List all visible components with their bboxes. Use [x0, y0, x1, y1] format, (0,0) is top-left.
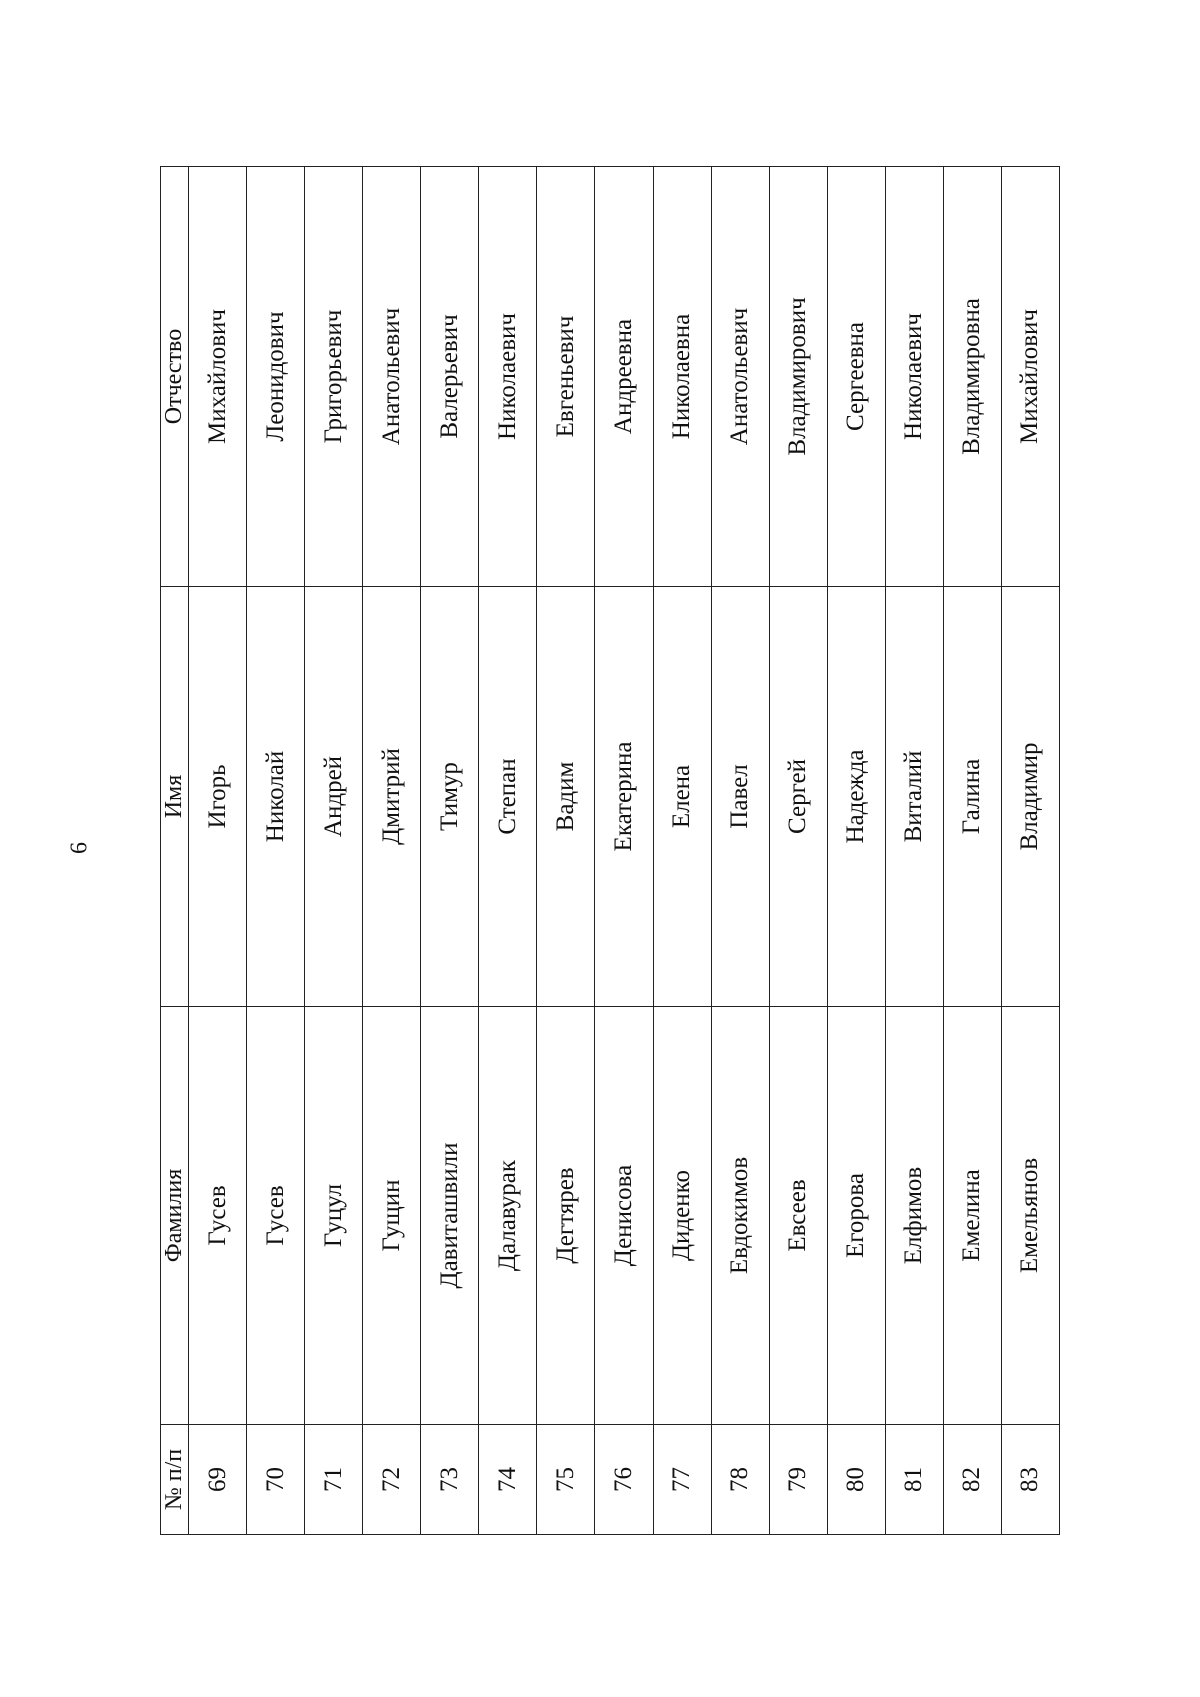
cell-number: 70	[247, 1425, 305, 1535]
table-row	[711, 167, 769, 1535]
cell-last-name: Елфимов	[885, 1007, 943, 1425]
cell-patronymic: Анатольевич	[363, 167, 421, 587]
table-row	[305, 167, 363, 1535]
cell-patronymic: Николаевна	[653, 167, 711, 587]
cell-patronymic: Евгеньевич	[537, 167, 595, 587]
cell-patronymic: Николаевич	[885, 167, 943, 587]
cell-number: 82	[943, 1425, 1001, 1535]
cell-patronymic: Михайлович	[1001, 167, 1059, 587]
page-number: 6	[66, 842, 93, 854]
cell-patronymic: Леонидович	[247, 167, 305, 587]
cell-patronymic: Андреевна	[595, 167, 653, 587]
table-row	[827, 167, 885, 1535]
cell-number: 83	[1001, 1425, 1059, 1535]
table-row	[189, 167, 247, 1535]
cell-patronymic: Владимировна	[943, 167, 1001, 587]
table-row	[595, 167, 653, 1535]
table-row	[885, 167, 943, 1535]
cell-number: 76	[595, 1425, 653, 1535]
cell-patronymic: Михайлович	[189, 167, 247, 587]
table-header	[161, 167, 189, 1535]
header-row	[161, 167, 189, 1535]
cell-first-name: Дмитрий	[363, 587, 421, 1007]
table-row	[537, 167, 595, 1535]
table-row	[943, 167, 1001, 1535]
table-row	[479, 167, 537, 1535]
cell-number: 75	[537, 1425, 595, 1535]
roster-table-container	[160, 167, 1060, 1535]
cell-last-name: Евсеев	[769, 1007, 827, 1425]
roster-table	[160, 166, 1060, 1535]
cell-last-name: Емелина	[943, 1007, 1001, 1425]
table-row	[247, 167, 305, 1535]
cell-first-name: Андрей	[305, 587, 363, 1007]
header-number: № п/п	[161, 1425, 189, 1535]
table-row	[1001, 167, 1059, 1535]
cell-first-name: Владимир	[1001, 587, 1059, 1007]
cell-number: 81	[885, 1425, 943, 1535]
cell-first-name: Екатерина	[595, 587, 653, 1007]
cell-patronymic: Григорьевич	[305, 167, 363, 587]
cell-patronymic: Владимирович	[769, 167, 827, 587]
cell-patronymic: Николаевич	[479, 167, 537, 587]
cell-first-name: Вадим	[537, 587, 595, 1007]
cell-first-name: Елена	[653, 587, 711, 1007]
cell-last-name: Гусев	[247, 1007, 305, 1425]
cell-number: 79	[769, 1425, 827, 1535]
table-row	[421, 167, 479, 1535]
cell-first-name: Павел	[711, 587, 769, 1007]
cell-first-name: Игорь	[189, 587, 247, 1007]
cell-last-name: Давиташвили	[421, 1007, 479, 1425]
cell-last-name: Далавурак	[479, 1007, 537, 1425]
cell-number: 80	[827, 1425, 885, 1535]
cell-number: 69	[189, 1425, 247, 1535]
table-row	[363, 167, 421, 1535]
cell-first-name: Николай	[247, 587, 305, 1007]
header-patronymic: Отчество	[161, 167, 189, 587]
cell-first-name: Галина	[943, 587, 1001, 1007]
table-body	[189, 167, 1060, 1535]
cell-first-name: Сергей	[769, 587, 827, 1007]
cell-first-name: Надежда	[827, 587, 885, 1007]
cell-last-name: Диденко	[653, 1007, 711, 1425]
cell-last-name: Гущин	[363, 1007, 421, 1425]
cell-last-name: Евдокимов	[711, 1007, 769, 1425]
cell-last-name: Егорова	[827, 1007, 885, 1425]
cell-number: 73	[421, 1425, 479, 1535]
cell-number: 74	[479, 1425, 537, 1535]
cell-last-name: Гусев	[189, 1007, 247, 1425]
cell-last-name: Емельянов	[1001, 1007, 1059, 1425]
cell-number: 78	[711, 1425, 769, 1535]
cell-patronymic: Сергеевна	[827, 167, 885, 587]
table-row	[769, 167, 827, 1535]
cell-first-name: Виталий	[885, 587, 943, 1007]
cell-patronymic: Валерьевич	[421, 167, 479, 587]
cell-first-name: Тимур	[421, 587, 479, 1007]
cell-number: 77	[653, 1425, 711, 1535]
cell-last-name: Денисова	[595, 1007, 653, 1425]
header-last-name: Фамилия	[161, 1007, 189, 1425]
table-row	[653, 167, 711, 1535]
cell-number: 71	[305, 1425, 363, 1535]
cell-number: 72	[363, 1425, 421, 1535]
cell-last-name: Гуцул	[305, 1007, 363, 1425]
cell-first-name: Степан	[479, 587, 537, 1007]
header-first-name: Имя	[161, 587, 189, 1007]
cell-patronymic: Анатольевич	[711, 167, 769, 587]
cell-last-name: Дегтярев	[537, 1007, 595, 1425]
